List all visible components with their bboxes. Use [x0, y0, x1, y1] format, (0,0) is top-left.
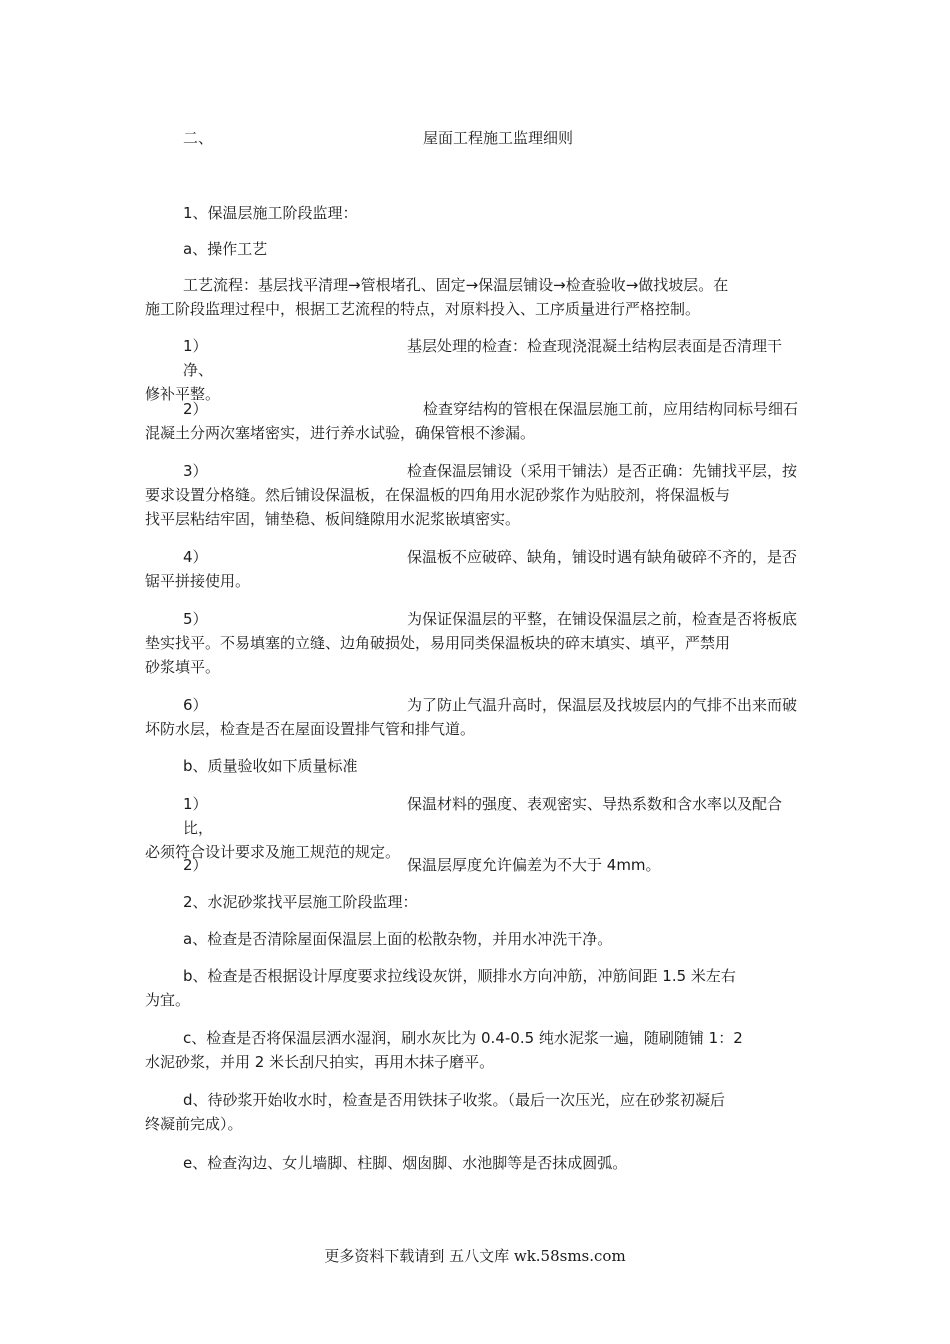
text-line: 工艺流程：基层找平清理→管根堵孔、固定→保温层铺设→检查验收→做找坡层。在 — [183, 276, 729, 294]
text-line: 要求设置分格缝。然后铺设保温板，在保温板的四角用水泥砂浆作为贴胶剂，将保温板与 — [145, 486, 731, 504]
text-line: 找平层粘结牢固，铺垫稳、板间缝隙用水泥浆嵌填密实。 — [145, 510, 521, 528]
item-number: 2） — [183, 856, 208, 874]
section-2-heading: 2、水泥砂浆找平层施工阶段监理： — [183, 893, 418, 911]
text-line: d、待砂浆开始收水时，检查是否用铁抹子收浆。（最后一次压光，应在砂浆初凝后 — [183, 1091, 726, 1109]
list-item — [145, 459, 810, 531]
item-number: 5） — [183, 610, 208, 628]
paragraph-2d — [145, 1088, 810, 1136]
item-number: 4） — [183, 548, 208, 566]
text-line: 保温板不应破碎、缺角，铺设时遇有缺角破碎不齐的，是否 — [407, 548, 798, 566]
text-line: 保温层厚度允许偏差为不大于 4mm。 — [407, 856, 661, 874]
subsection-b-heading: b、质量验收如下质量标准 — [183, 757, 358, 775]
text-line: c、检查是否将保温层洒水湿润，刷水灰比为 0.4-0.5 纯水泥浆一遍，随刷随铺 1：2 — [183, 1029, 743, 1047]
list-item — [145, 545, 810, 593]
list-item — [145, 607, 810, 679]
paragraph-2e: e、检查沟边、女儿墙脚、柱脚、烟囱脚、水池脚等是否抹成圆弧。 — [183, 1154, 628, 1172]
list-item — [145, 334, 810, 406]
text-line: 为保证保温层的平整，在铺设保温层之前，检查是否将板底 — [407, 610, 798, 628]
item-number: 3） — [183, 462, 208, 480]
title-text: 屋面工程施工监理细则 — [423, 129, 574, 147]
text-line: 必须符合设计要求及施工规范的规定。 — [145, 843, 401, 861]
text-line: 锯平拼接使用。 — [145, 572, 251, 590]
list-item — [145, 693, 810, 741]
text-line: b、检查是否根据设计厚度要求拉线设灰饼，顺排水方向冲筋，冲筋间距 1.5 米左右 — [183, 967, 736, 985]
text-line: 检查穿结构的管根在保温层施工前，应用结构同标号细石 — [423, 400, 799, 418]
title-number: 二、 — [183, 129, 214, 147]
text-line: 水泥砂浆，并用 2 米长刮尺拍实，再用木抹子磨平。 — [145, 1053, 495, 1071]
text-line: 为宜。 — [145, 991, 191, 1009]
text-line: 终凝前完成）。 — [145, 1115, 243, 1133]
text-line: 垫实找平。不易填塞的立缝、边角破损处，易用同类保温板块的碎末填实、填平，严禁用 — [145, 634, 731, 652]
paragraph-2a: a、检查是否清除屋面保温层上面的松散杂物，并用水冲洗干净。 — [183, 930, 613, 948]
list-item — [145, 397, 810, 445]
text-line: 基层处理的检查：检查现浇混凝土结构层表面是否清理干净、 — [183, 337, 783, 379]
item-number: 6） — [183, 696, 208, 714]
process-flow-paragraph — [145, 273, 810, 321]
text-line: 为了防止气温升高时，保温层及找坡层内的气排不出来而破 — [407, 696, 798, 714]
text-line: 保温材料的强度、表观密实、导热系数和含水率以及配合比， — [183, 795, 783, 837]
text-line: 修补平整。 — [145, 385, 221, 403]
text-line: 检查保温层铺设（采用干铺法）是否正确：先铺找平层，按 — [407, 462, 798, 480]
paragraph-2c — [145, 1026, 810, 1074]
text-line: 坏防水层，检查是否在屋面设置排气管和排气道。 — [145, 720, 476, 738]
item-number: 2） — [183, 400, 208, 418]
paragraph-2b — [145, 964, 810, 1012]
text-line: 混凝土分两次塞堵密实，进行养水试验，确保管根不渗漏。 — [145, 424, 536, 442]
item-number: 1） — [183, 337, 208, 355]
text-line: 施工阶段监理过程中，根据工艺流程的特点，对原料投入、工序质量进行严格控制。 — [145, 300, 701, 318]
list-item — [145, 853, 810, 877]
document-title — [0, 127, 950, 149]
text-line: 砂浆填平。 — [145, 658, 221, 676]
subsection-a-heading: a、操作工艺 — [183, 240, 268, 258]
item-number: 1） — [183, 795, 208, 813]
footer-text: 更多资料下载请到 五八文库 wk.58sms.com — [324, 1247, 626, 1265]
section-1-heading: 1、保温层施工阶段监理： — [183, 204, 358, 222]
